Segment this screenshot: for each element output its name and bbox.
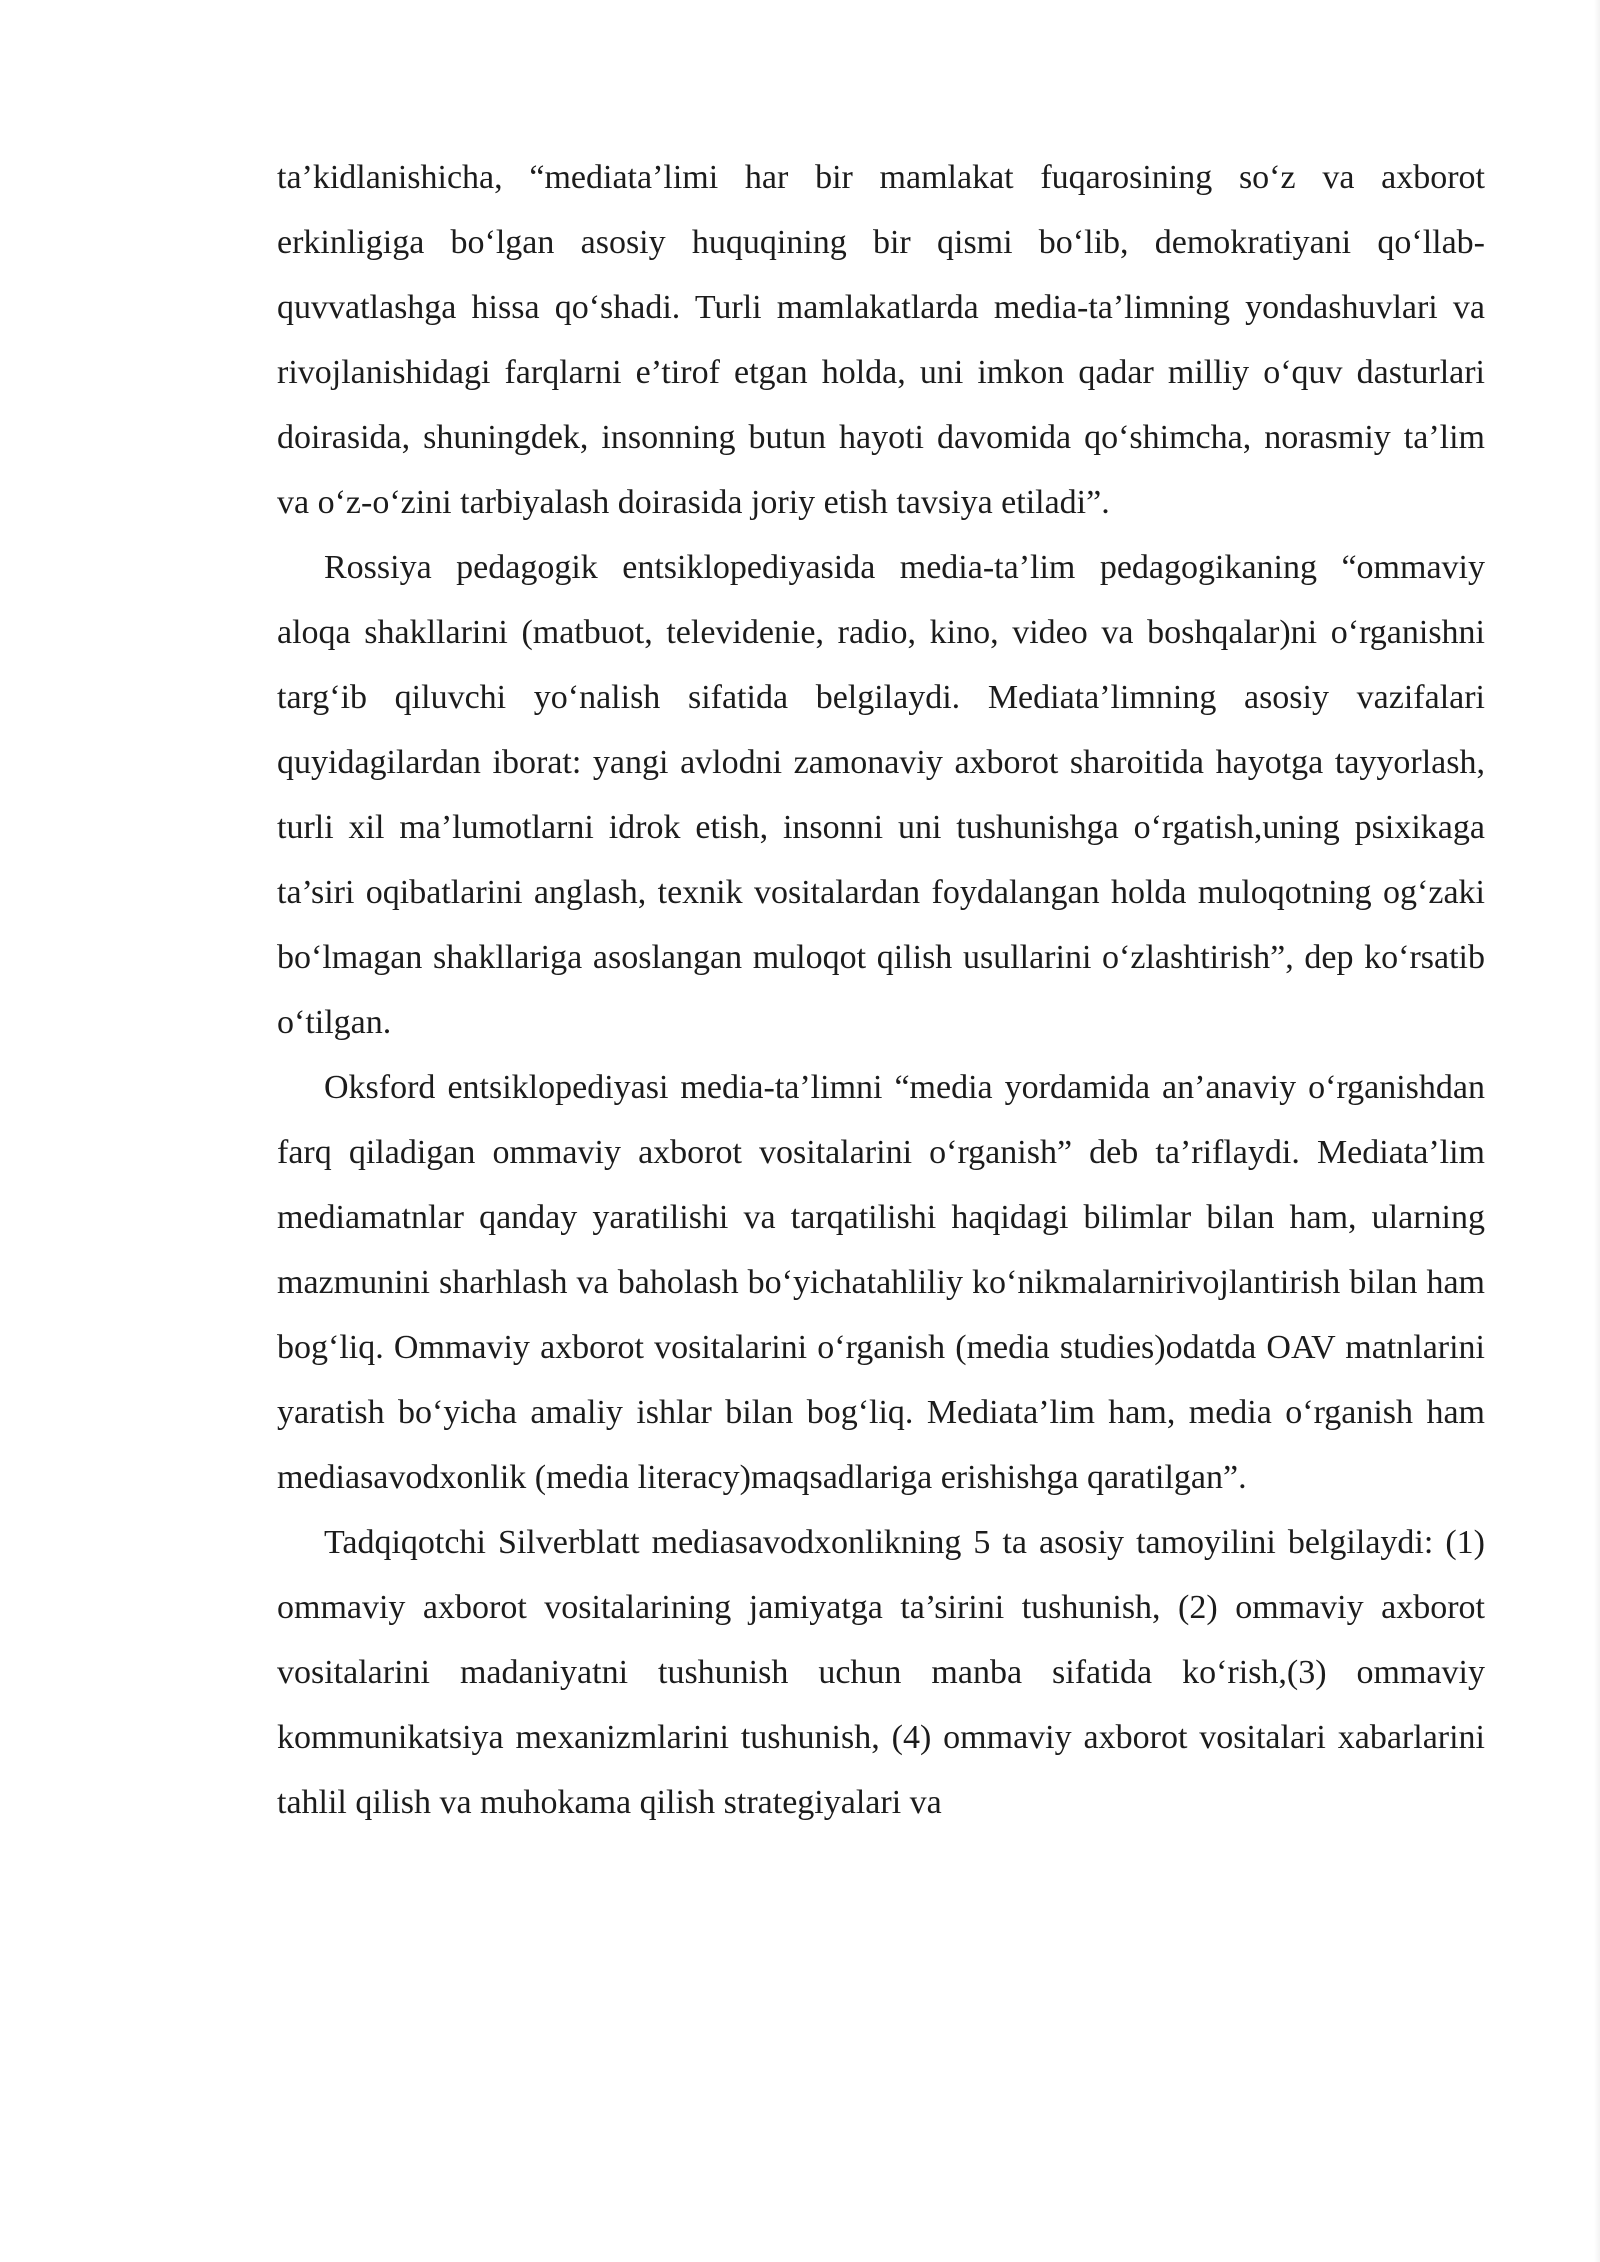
paragraph-silverblatt: Tadqiqotchi Silverblatt mediasavodxonlikning 5 ta asosiy tamoyilini belgilaydi: (1) ommaviy axborot vositalarining jamiyatga ta’sirini tushunish, (2) ommaviy axborot vositalarini madaniyatni tushunish uchun manba sifatida ko‘rish,(3) ommaviy kommunikatsiya mexanizmlarini tushunish, (4) ommaviy axborot vositalari xabarlarini tahlil qilish va muhokama qilish strategiyalari va [277, 1524, 1485, 1821]
body-text [277, 145, 1485, 1835]
page-edge-shadow [1594, 0, 1600, 2262]
paragraph-rossiya: Rossiya pedagogik entsiklopediyasida media-ta’lim pedagogikaning “ommaviy aloqa shakllarini (matbuot, televidenie, radio, kino, video va boshqalar)ni o‘rganishni targ‘ib qiluvchi yo‘nalish sifatida belgilaydi. Mediata’limning asosiy vazifalari quyidagilardan iborat: yangi avlodni zamonaviy axborot sharoitida hayotga tayyorlash, turli xil ma’lumotlarni idrok etish, insonni uni tushunishga o‘rgatish,uning psixikaga ta’siri oqibatlarini anglash, texnik vositalardan foydalangan holda muloqotning og‘zaki bo‘lmagan shakllariga asoslangan muloqot qilish usullarini o‘zlashtirish”, dep ko‘rsatib o‘tilgan. [277, 549, 1485, 1041]
paragraph-oksford: Oksford entsiklopediyasi media-ta’limni “media yordamida an’anaviy o‘rganishdan farq qiladigan ommaviy axborot vositalarini o‘rganish” deb ta’riflaydi. Mediata’lim mediamatnlar qanday yaratilishi va tarqatilishi haqidagi bilimlar bilan ham, ularning mazmunini sharhlash va baholash bo‘yichatahliliy ko‘nikmalarnirivojlantirish bilan ham bog‘liq. Ommaviy axborot vositalarini o‘rganish (media studies)odatda OAV matnlarini yaratish bo‘yicha amaliy ishlar bilan bog‘liq. Mediata’lim ham, media o‘rganish ham mediasavodxonlik (media literacy)maqsadlariga erishishga qaratilgan”. [277, 1069, 1485, 1496]
paragraph-continued: ta’kidlanishicha, “mediata’limi har bir mamlakat fuqarosining so‘z va axborot erkinligiga bo‘lgan asosiy huquqining bir qismi bo‘lib, demokratiyani qo‘llab-quvvatlashga hissa qo‘shadi. Turli mamlakatlarda media-ta’limning yondashuvlari va rivojlanishidagi farqlarni e’tirof etgan holda, uni imkon qadar milliy o‘quv dasturlari doirasida, shuningdek, insonning butun hayoti davomida qo‘shimcha, norasmiy ta’lim va o‘z-o‘zini tarbiyalash doirasida joriy etish tavsiya etiladi”. [277, 159, 1485, 521]
